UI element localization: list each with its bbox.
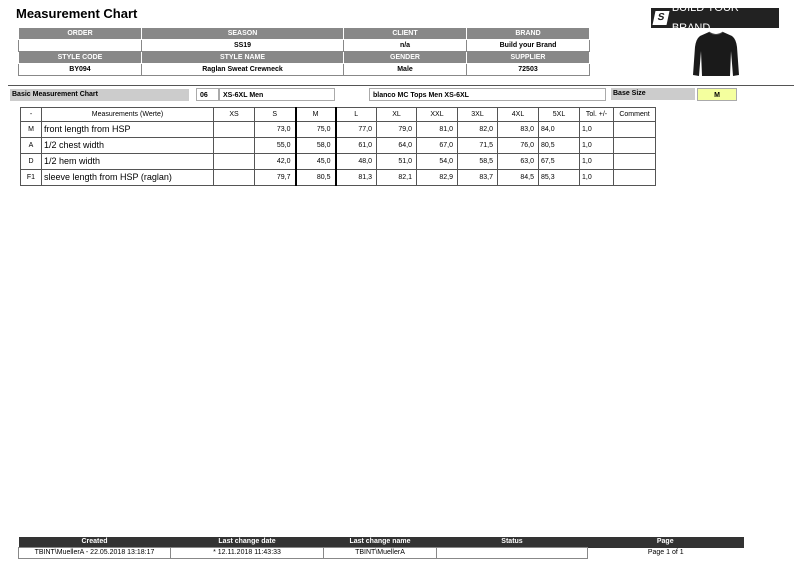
chart-description-field: blanco MC Tops Men XS-6XL [369, 88, 606, 101]
cell-tolerance: 1,0 [580, 170, 614, 186]
cell-4xl: 84,5 [498, 170, 539, 186]
cell-xl: 79,0 [377, 122, 417, 138]
col-header-3xl: 3XL [458, 108, 498, 122]
row-code: A [21, 138, 42, 154]
size-range-field: XS-6XL Men [219, 88, 335, 101]
col-header-4xl: 4XL [498, 108, 539, 122]
cell-tolerance: 1,0 [580, 138, 614, 154]
cell-3xl: 71,5 [458, 138, 498, 154]
footer-page-value: Page 1 of 1 [647, 549, 684, 556]
col-header-xxl: XXL [417, 108, 458, 122]
cell-s: 55,0 [255, 138, 296, 154]
col-header-s: S [255, 108, 296, 122]
cell-comment [614, 154, 656, 170]
cell-5xl: 84,0 [539, 122, 580, 138]
basic-chart-label: Basic Measurement Chart [10, 89, 189, 101]
style-info-table [18, 27, 590, 76]
size-code-field: 06 [196, 88, 219, 101]
cell-3xl: 82,0 [458, 122, 498, 138]
cell-tolerance: 1,0 [580, 154, 614, 170]
supplier-header: SUPPLIER [467, 52, 590, 64]
col-header-code: - [21, 108, 42, 122]
col-header-tolerance: Tol. +/- [580, 108, 614, 122]
order-value [19, 40, 142, 52]
col-header-measurement: Measurements (Werte) [42, 108, 214, 122]
cell-xl: 51,0 [377, 154, 417, 170]
col-header-5xl: 5XL [539, 108, 580, 122]
cell-4xl: 76,0 [498, 138, 539, 154]
footer-created-value: TBINT\MuellerA - 22.05.2018 13:18:17 [19, 548, 171, 559]
client-header: CLIENT [344, 28, 467, 40]
row-measurement-name: 1/2 hem width [42, 154, 214, 170]
order-header: ORDER [19, 28, 142, 40]
table-row [21, 170, 656, 186]
row-code: D [21, 154, 42, 170]
cell-5xl: 80,5 [539, 138, 580, 154]
footer-change-name-header: Last change name [324, 537, 437, 548]
cell-3xl: 83,7 [458, 170, 498, 186]
cell-xl: 82,1 [377, 170, 417, 186]
season-header: SEASON [142, 28, 344, 40]
cell-l: 77,0 [336, 122, 377, 138]
style-name-value: Raglan Sweat Crewneck [142, 64, 344, 76]
row-measurement-name: front length from HSP [42, 122, 214, 138]
base-size-value: M [697, 88, 737, 101]
supplier-value: 72503 [467, 64, 590, 76]
cell-xs [214, 138, 255, 154]
cell-comment [614, 170, 656, 186]
cell-xs [214, 154, 255, 170]
col-header-m: M [296, 108, 336, 122]
brand-logo-icon: S [653, 11, 670, 25]
cell-m: 75,0 [296, 122, 336, 138]
cell-l: 48,0 [336, 154, 377, 170]
cell-xs [214, 170, 255, 186]
brand-header: BRAND [467, 28, 590, 40]
cell-m: 80,5 [296, 170, 336, 186]
cell-tolerance: 1,0 [580, 122, 614, 138]
brand-logo [651, 2, 779, 34]
cell-s: 79,7 [255, 170, 296, 186]
cell-3xl: 58,5 [458, 154, 498, 170]
col-header-xs: XS [214, 108, 255, 122]
style-code-header: STYLE CODE [19, 52, 142, 64]
footer-change-date-header: Last change date [171, 537, 324, 548]
gender-value: Male [344, 64, 467, 76]
base-size-label: Base Size [611, 88, 695, 100]
col-header-l: L [336, 108, 377, 122]
footer-status-header: Status [437, 537, 588, 548]
gender-header: GENDER [344, 52, 467, 64]
sweater-image [692, 29, 740, 79]
measurement-table [20, 107, 656, 186]
col-header-comment: Comment [614, 108, 656, 122]
table-row [21, 122, 656, 138]
page-title: Measurement Chart [16, 6, 138, 21]
cell-comment [614, 138, 656, 154]
footer-created-header: Created [19, 537, 171, 548]
cell-comment [614, 122, 656, 138]
cell-xl: 64,0 [377, 138, 417, 154]
cell-xs [214, 122, 255, 138]
cell-5xl: 67,5 [539, 154, 580, 170]
row-code: F1 [21, 170, 42, 186]
cell-l: 81,3 [336, 170, 377, 186]
cell-xxl: 82,9 [417, 170, 458, 186]
cell-xxl: 81,0 [417, 122, 458, 138]
cell-m: 45,0 [296, 154, 336, 170]
table-row [21, 138, 656, 154]
cell-xxl: 67,0 [417, 138, 458, 154]
style-name-header: STYLE NAME [142, 52, 344, 64]
footer-table [18, 537, 744, 559]
row-code: M [21, 122, 42, 138]
season-value: SS19 [142, 40, 344, 52]
cell-m: 58,0 [296, 138, 336, 154]
row-measurement-name: 1/2 chest width [42, 138, 214, 154]
cell-4xl: 63,0 [498, 154, 539, 170]
cell-l: 61,0 [336, 138, 377, 154]
footer-page-header: Page [588, 537, 744, 548]
cell-4xl: 83,0 [498, 122, 539, 138]
style-code-value: BY094 [19, 64, 142, 76]
brand-value: Build your Brand [467, 40, 590, 52]
brand-logo-text: BUILD YOUR BRAND [671, 2, 739, 34]
table-row [21, 154, 656, 170]
cell-s: 42,0 [255, 154, 296, 170]
footer-change-name-value: TBINT\MuellerA [324, 548, 437, 559]
footer-change-date-value: * 12.11.2018 11:43:33 [171, 548, 324, 559]
row-measurement-name: sleeve length from HSP (raglan) [42, 170, 214, 186]
col-header-xl: XL [377, 108, 417, 122]
cell-5xl: 85,3 [539, 170, 580, 186]
client-value: n/a [344, 40, 467, 52]
footer-status-value [437, 548, 588, 559]
cell-xxl: 54,0 [417, 154, 458, 170]
cell-s: 73,0 [255, 122, 296, 138]
header-divider [8, 85, 794, 86]
